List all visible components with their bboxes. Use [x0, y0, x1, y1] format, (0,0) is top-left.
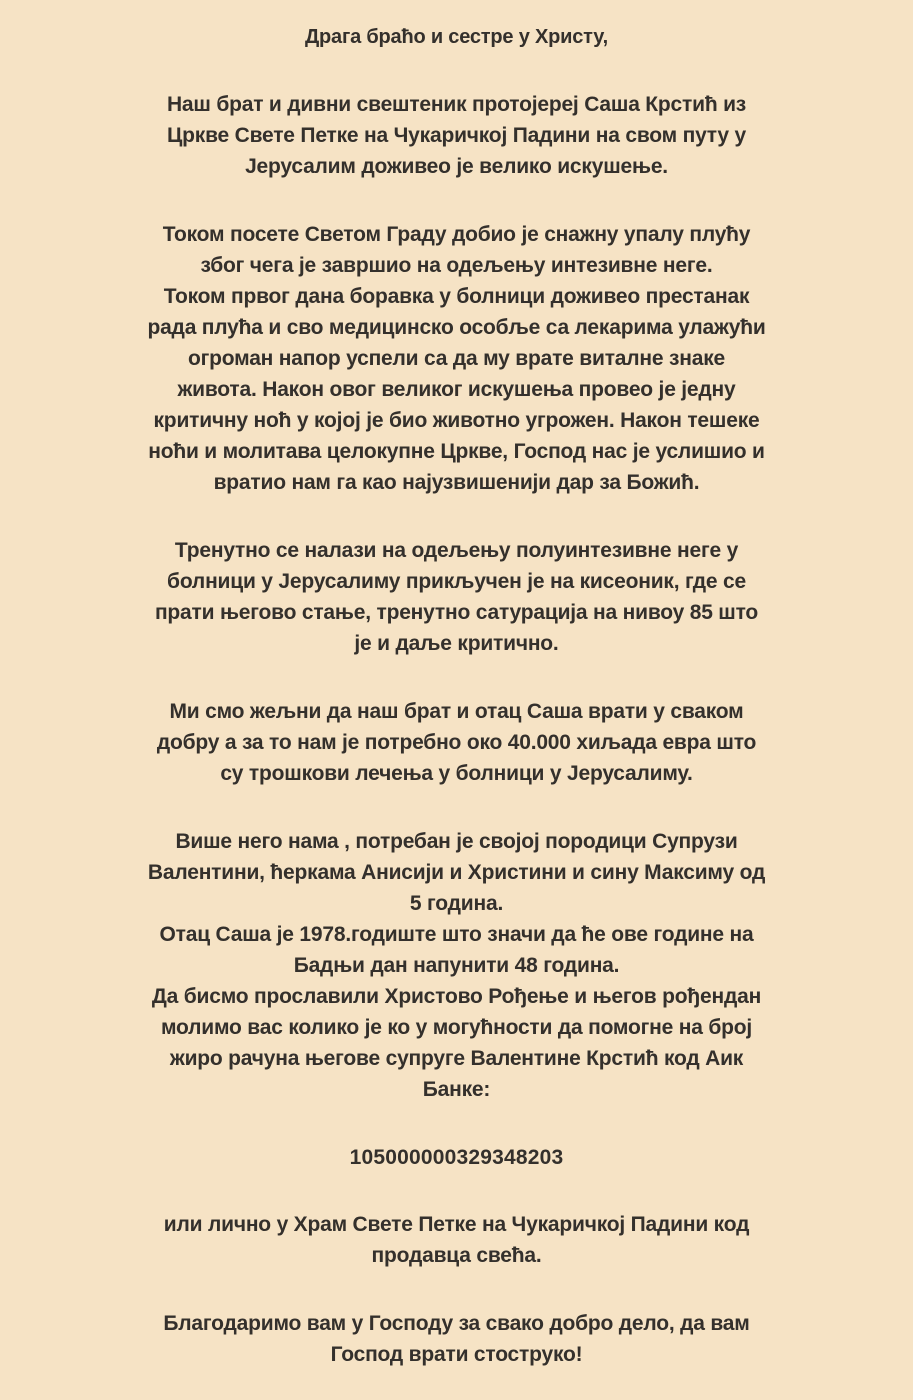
text-line: жиро рачуна његове супруге Валентине Крстић код Аик [169, 1047, 744, 1070]
paragraph-cost [54, 696, 859, 789]
text-line: због чега је завршио на одељењу интезивне неге. [200, 254, 713, 277]
text-line: прати његово стање, тренутно сатурација на нивоу 85 што [154, 601, 759, 624]
text-line: ноћи и молитава целокупне Цркве, Господ нас је услишио и [148, 440, 765, 463]
text-line: Током посете Светом Граду добио је снажну упалу плућу [162, 223, 751, 246]
paragraph-current-status [54, 535, 859, 659]
text-line: болници у Јерусалиму прикључен је на кисеоник, где се [167, 570, 746, 593]
text-line: је и даље критично. [354, 632, 559, 655]
paragraph-family-request [54, 826, 859, 1105]
paragraph-in-person [54, 1209, 859, 1271]
text-line: критичну ноћ у којој је био животно угрожен. Након тешеке [153, 409, 760, 432]
text-line: Благодаримо вам у Господу за свако добро дело, да вам [163, 1312, 750, 1335]
greeting-line: Драга браћо и сестре у Христу, [304, 26, 609, 48]
text-line: добру а за то нам је потребно око 40.000 хиљада евра што [156, 731, 757, 754]
text-line: 5 година. [409, 892, 504, 915]
paragraph-closing [54, 1308, 859, 1370]
paragraph-illness [54, 219, 859, 498]
text-line: вратио нам га као најузвишенији дар за Божић. [213, 471, 700, 494]
text-line: Цркве Свете Петке на Чукаричкој Падини на свом путу у [167, 124, 746, 147]
text-line: Бадњи дан напунити 48 година. [293, 954, 620, 977]
text-line: Валентини, ћеркама Анисији и Христини и сину Максиму од [147, 861, 766, 884]
text-line: Наш брат и дивни свештеник протојереј Саша Крстић из [166, 93, 747, 116]
text-line: молимо вас колико је ко у могућности да помогне на број [160, 1016, 753, 1039]
text-line: Више него нама , потребан је својој породици Супрузи [175, 830, 738, 853]
text-line: или лично у Храм Свете Петке на Чукаричкој Падини код [163, 1213, 750, 1236]
text-line: Отац Саша је 1978.годиште што значи да ће ове године на [159, 923, 754, 946]
text-line: Да бисмо прославили Христово Рођење и његов рођендан [151, 985, 762, 1008]
text-line: су трошкови лечења у болници у Јерусалиму. [220, 762, 693, 785]
text-line: Јерусалим доживео је велико искушење. [245, 155, 668, 178]
text-line: продавца свећа. [371, 1244, 542, 1267]
paragraph-intro [54, 89, 859, 182]
text-line: огроман напор успели са да му врате виталне знаке [187, 347, 726, 370]
text-line: Банке: [422, 1078, 491, 1101]
text-line: Ми смо жељни да наш брат и отац Саша врати у сваком [169, 700, 744, 723]
text-line: Господ врати стоструко! [330, 1343, 583, 1366]
text-line: Током првог дана боравка у болници доживео престанак [163, 285, 750, 308]
text-line: рада плућа и сво медицинско особље са лекарима улажући [147, 316, 766, 339]
account-number: 105000000329348203 [349, 1146, 564, 1169]
text-line: живота. Након овог великог искушења провео је једну [177, 378, 736, 401]
text-line: Тренутно се налази на одељењу полуинтезивне неге у [174, 539, 739, 562]
